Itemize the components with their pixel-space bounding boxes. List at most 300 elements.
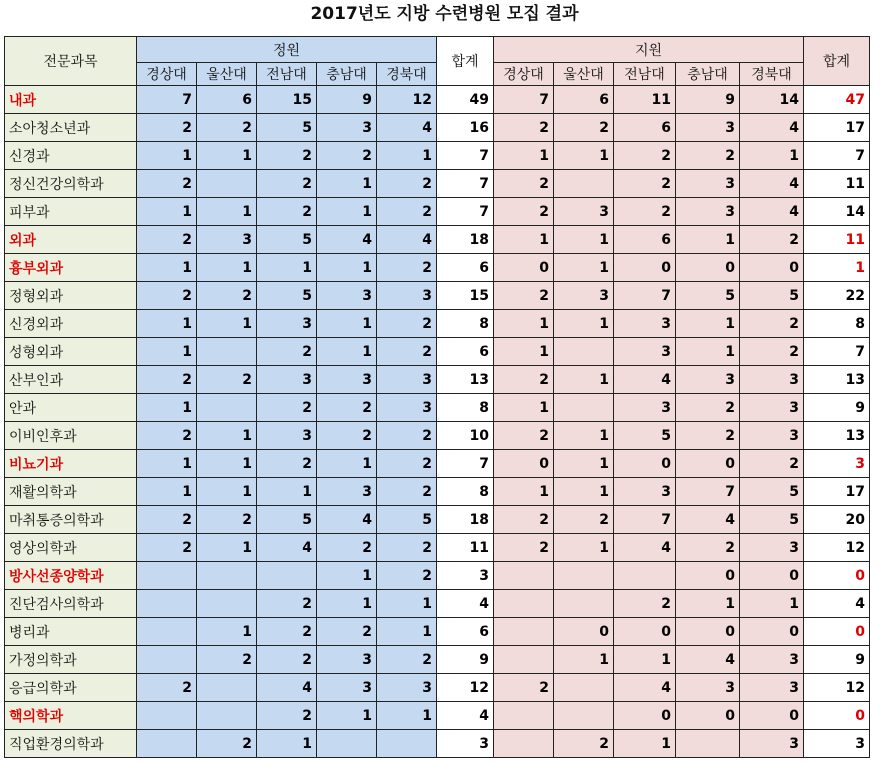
applicant-total-cell: 3 <box>804 450 870 478</box>
applicant-cell: 1 <box>554 450 614 478</box>
quota-total-cell: 11 <box>437 534 494 562</box>
quota-cell: 2 <box>137 170 197 198</box>
quota-cell: 1 <box>317 310 377 338</box>
quota-cell <box>317 730 377 758</box>
applicant-cell: 0 <box>614 702 676 730</box>
quota-cell: 2 <box>377 646 437 674</box>
dept-name-cell: 병리과 <box>5 618 137 646</box>
applicant-cell: 6 <box>614 114 676 142</box>
applicant-cell: 7 <box>614 506 676 534</box>
applicant-cell: 1 <box>554 534 614 562</box>
table-row <box>5 170 870 198</box>
applicant-total-cell: 8 <box>804 310 870 338</box>
quota-cell: 7 <box>137 86 197 114</box>
dept-name-cell: 영상의학과 <box>5 534 137 562</box>
applicant-cell: 3 <box>740 646 804 674</box>
quota-total-cell: 49 <box>437 86 494 114</box>
applicant-total-cell: 3 <box>804 730 870 758</box>
applicant-cell: 2 <box>614 142 676 170</box>
applicant-cell: 1 <box>554 646 614 674</box>
applicant-cell: 1 <box>494 142 554 170</box>
table-row <box>5 226 870 254</box>
applicant-cell: 0 <box>614 450 676 478</box>
quota-cell: 9 <box>317 86 377 114</box>
applicant-cell: 5 <box>740 478 804 506</box>
dept-name-cell: 마취통증의학과 <box>5 506 137 534</box>
header-applicant-hospital: 경북대 <box>740 63 804 86</box>
applicant-cell <box>494 646 554 674</box>
quota-cell: 2 <box>257 394 317 422</box>
dept-name-cell: 신경외과 <box>5 310 137 338</box>
header-quota-total: 합계 <box>437 37 494 86</box>
applicant-total-cell: 7 <box>804 142 870 170</box>
quota-cell: 3 <box>317 478 377 506</box>
applicant-cell: 3 <box>676 170 740 198</box>
applicant-total-cell: 1 <box>804 254 870 282</box>
quota-cell: 4 <box>257 534 317 562</box>
quota-cell: 2 <box>257 142 317 170</box>
table-row <box>5 394 870 422</box>
applicant-cell: 4 <box>740 198 804 226</box>
quota-cell: 2 <box>137 114 197 142</box>
quota-cell <box>137 590 197 618</box>
quota-cell: 4 <box>317 226 377 254</box>
dept-name-cell: 방사선종양학과 <box>5 562 137 590</box>
quota-cell: 1 <box>377 702 437 730</box>
applicant-total-cell: 0 <box>804 562 870 590</box>
applicant-cell: 1 <box>554 254 614 282</box>
applicant-total-cell: 12 <box>804 674 870 702</box>
applicant-cell: 2 <box>494 534 554 562</box>
applicant-cell <box>494 590 554 618</box>
applicant-cell: 1 <box>614 646 676 674</box>
quota-cell <box>197 170 257 198</box>
applicant-cell: 4 <box>614 534 676 562</box>
quota-cell: 2 <box>197 366 257 394</box>
applicant-total-cell: 4 <box>804 590 870 618</box>
quota-cell: 1 <box>317 702 377 730</box>
table-row <box>5 86 870 114</box>
applicant-cell <box>554 394 614 422</box>
quota-total-cell: 16 <box>437 114 494 142</box>
header-quota-hospital: 전남대 <box>257 63 317 86</box>
quota-cell: 1 <box>197 478 257 506</box>
applicant-cell: 0 <box>676 702 740 730</box>
applicant-cell: 2 <box>740 450 804 478</box>
quota-total-cell: 4 <box>437 702 494 730</box>
applicant-cell <box>494 730 554 758</box>
quota-cell: 2 <box>137 226 197 254</box>
applicant-cell: 4 <box>676 506 740 534</box>
dept-name-cell: 성형외과 <box>5 338 137 366</box>
applicant-cell: 5 <box>614 422 676 450</box>
quota-cell: 2 <box>317 142 377 170</box>
quota-cell: 4 <box>377 114 437 142</box>
quota-total-cell: 6 <box>437 254 494 282</box>
applicant-cell: 4 <box>740 170 804 198</box>
applicant-cell: 2 <box>676 142 740 170</box>
applicant-cell: 3 <box>740 730 804 758</box>
dept-name-cell: 안과 <box>5 394 137 422</box>
header-quota-hospital: 충남대 <box>317 63 377 86</box>
quota-cell: 2 <box>377 170 437 198</box>
quota-cell: 1 <box>197 618 257 646</box>
table-body <box>5 86 870 758</box>
applicant-cell: 1 <box>494 338 554 366</box>
quota-cell <box>137 646 197 674</box>
table-row <box>5 506 870 534</box>
applicant-cell: 0 <box>614 254 676 282</box>
quota-total-cell: 6 <box>437 338 494 366</box>
table-row <box>5 310 870 338</box>
quota-cell: 2 <box>377 534 437 562</box>
applicant-cell: 3 <box>676 674 740 702</box>
quota-cell: 2 <box>257 702 317 730</box>
quota-cell: 1 <box>317 562 377 590</box>
results-table-container <box>4 36 870 758</box>
quota-cell: 2 <box>137 366 197 394</box>
applicant-cell: 2 <box>740 310 804 338</box>
table-row <box>5 534 870 562</box>
quota-total-cell: 7 <box>437 450 494 478</box>
table-row <box>5 562 870 590</box>
applicant-cell: 1 <box>740 590 804 618</box>
dept-name-cell: 핵의학과 <box>5 702 137 730</box>
quota-cell: 5 <box>377 506 437 534</box>
quota-cell: 4 <box>317 506 377 534</box>
applicant-cell: 5 <box>740 282 804 310</box>
applicant-cell: 3 <box>676 114 740 142</box>
applicant-cell: 6 <box>554 86 614 114</box>
quota-cell: 2 <box>317 422 377 450</box>
quota-total-cell: 9 <box>437 646 494 674</box>
dept-name-cell: 외과 <box>5 226 137 254</box>
quota-cell <box>137 562 197 590</box>
quota-cell <box>137 702 197 730</box>
table-row <box>5 422 870 450</box>
quota-cell: 1 <box>377 590 437 618</box>
results-table <box>4 36 870 758</box>
applicant-cell: 2 <box>494 506 554 534</box>
applicant-total-cell: 13 <box>804 366 870 394</box>
applicant-cell: 5 <box>676 282 740 310</box>
quota-cell: 2 <box>257 618 317 646</box>
quota-cell: 3 <box>377 366 437 394</box>
quota-cell: 2 <box>377 422 437 450</box>
quota-cell <box>377 730 437 758</box>
applicant-cell: 3 <box>614 338 676 366</box>
quota-cell: 2 <box>257 170 317 198</box>
applicant-cell: 1 <box>676 590 740 618</box>
quota-cell <box>197 394 257 422</box>
quota-total-cell: 15 <box>437 282 494 310</box>
header-quota: 정원 <box>137 37 437 63</box>
applicant-cell <box>554 338 614 366</box>
quota-cell: 1 <box>197 254 257 282</box>
applicant-cell: 2 <box>554 114 614 142</box>
applicant-cell: 1 <box>676 310 740 338</box>
applicant-cell: 3 <box>740 366 804 394</box>
applicant-cell: 3 <box>740 394 804 422</box>
applicant-cell: 7 <box>494 86 554 114</box>
applicant-total-cell: 47 <box>804 86 870 114</box>
applicant-total-cell: 11 <box>804 170 870 198</box>
dept-name-cell: 내과 <box>5 86 137 114</box>
header-quota-hospital: 울산대 <box>197 63 257 86</box>
table-row <box>5 730 870 758</box>
header-quota-hospital: 경상대 <box>137 63 197 86</box>
quota-cell: 1 <box>317 338 377 366</box>
applicant-cell: 2 <box>494 114 554 142</box>
quota-cell: 3 <box>197 226 257 254</box>
quota-cell: 3 <box>377 674 437 702</box>
quota-cell: 1 <box>257 478 317 506</box>
quota-cell <box>197 338 257 366</box>
dept-name-cell: 비뇨기과 <box>5 450 137 478</box>
applicant-total-cell: 11 <box>804 226 870 254</box>
applicant-cell: 4 <box>740 114 804 142</box>
applicant-cell: 2 <box>494 170 554 198</box>
dept-name-cell: 재활의학과 <box>5 478 137 506</box>
quota-cell: 6 <box>197 86 257 114</box>
applicant-cell: 11 <box>614 86 676 114</box>
applicant-cell: 0 <box>494 450 554 478</box>
quota-total-cell: 3 <box>437 730 494 758</box>
applicant-cell: 5 <box>740 506 804 534</box>
applicant-total-cell: 9 <box>804 394 870 422</box>
quota-cell: 1 <box>197 142 257 170</box>
applicant-cell <box>554 590 614 618</box>
quota-cell: 2 <box>377 338 437 366</box>
applicant-cell <box>676 730 740 758</box>
table-row <box>5 282 870 310</box>
quota-cell: 2 <box>137 422 197 450</box>
applicant-cell: 0 <box>614 618 676 646</box>
quota-cell: 2 <box>257 338 317 366</box>
quota-cell: 2 <box>137 534 197 562</box>
quota-cell: 1 <box>317 198 377 226</box>
applicant-cell <box>554 562 614 590</box>
table-row <box>5 646 870 674</box>
table-row <box>5 702 870 730</box>
quota-cell: 2 <box>377 562 437 590</box>
applicant-total-cell: 17 <box>804 478 870 506</box>
quota-total-cell: 18 <box>437 506 494 534</box>
applicant-cell: 1 <box>554 226 614 254</box>
quota-cell: 3 <box>257 366 317 394</box>
applicant-cell: 0 <box>554 618 614 646</box>
applicant-total-cell: 20 <box>804 506 870 534</box>
quota-cell: 12 <box>377 86 437 114</box>
applicant-cell <box>494 562 554 590</box>
applicant-cell: 3 <box>676 198 740 226</box>
applicant-cell: 0 <box>740 254 804 282</box>
table-row <box>5 674 870 702</box>
applicant-cell: 1 <box>494 394 554 422</box>
quota-cell <box>257 562 317 590</box>
quota-cell <box>197 702 257 730</box>
header-dept: 전문과목 <box>5 37 137 86</box>
applicant-cell: 1 <box>554 142 614 170</box>
dept-name-cell: 이비인후과 <box>5 422 137 450</box>
quota-cell: 1 <box>137 142 197 170</box>
applicant-cell: 1 <box>740 142 804 170</box>
quota-cell: 1 <box>137 310 197 338</box>
dept-name-cell: 산부인과 <box>5 366 137 394</box>
quota-cell: 3 <box>317 366 377 394</box>
quota-cell: 5 <box>257 282 317 310</box>
quota-cell <box>137 618 197 646</box>
quota-total-cell: 7 <box>437 142 494 170</box>
applicant-cell <box>494 618 554 646</box>
quota-cell: 2 <box>257 590 317 618</box>
applicant-cell: 0 <box>676 450 740 478</box>
quota-cell: 1 <box>197 534 257 562</box>
quota-total-cell: 7 <box>437 198 494 226</box>
quota-cell: 3 <box>257 422 317 450</box>
quota-cell: 2 <box>377 450 437 478</box>
quota-cell: 3 <box>377 282 437 310</box>
dept-name-cell: 정형외과 <box>5 282 137 310</box>
applicant-cell: 1 <box>554 478 614 506</box>
applicant-cell: 0 <box>740 702 804 730</box>
dept-name-cell: 소아청소년과 <box>5 114 137 142</box>
quota-cell: 2 <box>317 618 377 646</box>
applicant-total-cell: 12 <box>804 534 870 562</box>
applicant-cell: 1 <box>494 310 554 338</box>
applicant-total-cell: 14 <box>804 198 870 226</box>
quota-total-cell: 6 <box>437 618 494 646</box>
header-applicant-total: 합계 <box>804 37 870 86</box>
applicant-cell <box>554 674 614 702</box>
quota-cell: 5 <box>257 226 317 254</box>
quota-cell: 2 <box>377 310 437 338</box>
applicant-cell: 2 <box>494 422 554 450</box>
quota-total-cell: 13 <box>437 366 494 394</box>
applicant-cell: 3 <box>740 534 804 562</box>
quota-cell: 2 <box>197 114 257 142</box>
applicant-cell: 14 <box>740 86 804 114</box>
applicant-cell: 2 <box>676 422 740 450</box>
applicant-cell: 1 <box>494 226 554 254</box>
quota-cell: 2 <box>257 198 317 226</box>
quota-cell <box>197 562 257 590</box>
applicant-cell <box>554 702 614 730</box>
header-applicant-hospital: 경상대 <box>494 63 554 86</box>
header-applicant-hospital: 충남대 <box>676 63 740 86</box>
quota-cell: 4 <box>377 226 437 254</box>
quota-cell: 1 <box>197 422 257 450</box>
applicant-total-cell: 0 <box>804 702 870 730</box>
dept-name-cell: 흉부외과 <box>5 254 137 282</box>
applicant-cell: 3 <box>740 674 804 702</box>
table-row <box>5 590 870 618</box>
applicant-cell: 3 <box>554 198 614 226</box>
applicant-cell: 2 <box>676 394 740 422</box>
applicant-cell: 0 <box>676 618 740 646</box>
table-row <box>5 114 870 142</box>
applicant-cell: 4 <box>614 674 676 702</box>
quota-cell <box>197 674 257 702</box>
applicant-cell: 9 <box>676 86 740 114</box>
quota-cell: 1 <box>197 198 257 226</box>
quota-cell: 3 <box>317 674 377 702</box>
table-row <box>5 478 870 506</box>
dept-name-cell: 응급의학과 <box>5 674 137 702</box>
applicant-cell: 2 <box>614 590 676 618</box>
applicant-cell: 3 <box>554 282 614 310</box>
dept-name-cell: 진단검사의학과 <box>5 590 137 618</box>
applicant-cell: 7 <box>614 282 676 310</box>
quota-cell: 2 <box>137 506 197 534</box>
quota-total-cell: 8 <box>437 310 494 338</box>
quota-cell <box>137 730 197 758</box>
quota-cell: 1 <box>137 478 197 506</box>
quota-cell: 2 <box>377 198 437 226</box>
quota-cell: 15 <box>257 86 317 114</box>
applicant-cell: 1 <box>676 338 740 366</box>
quota-cell: 2 <box>197 506 257 534</box>
applicant-cell: 3 <box>676 366 740 394</box>
quota-cell: 1 <box>137 338 197 366</box>
quota-cell: 2 <box>137 674 197 702</box>
dept-name-cell: 신경과 <box>5 142 137 170</box>
quota-cell: 1 <box>197 450 257 478</box>
dept-name-cell: 가정의학과 <box>5 646 137 674</box>
applicant-cell <box>494 702 554 730</box>
quota-cell: 1 <box>137 450 197 478</box>
quota-cell: 5 <box>257 506 317 534</box>
applicant-cell: 2 <box>614 170 676 198</box>
quota-total-cell: 8 <box>437 394 494 422</box>
applicant-cell: 1 <box>676 226 740 254</box>
applicant-cell: 3 <box>614 310 676 338</box>
applicant-cell: 3 <box>614 478 676 506</box>
quota-cell: 3 <box>377 394 437 422</box>
quota-cell: 2 <box>257 450 317 478</box>
applicant-cell: 3 <box>614 394 676 422</box>
applicant-cell: 3 <box>740 422 804 450</box>
quota-cell <box>197 590 257 618</box>
applicant-total-cell: 17 <box>804 114 870 142</box>
applicant-cell: 2 <box>494 366 554 394</box>
table-row <box>5 450 870 478</box>
quota-cell: 1 <box>257 730 317 758</box>
quota-cell: 2 <box>257 646 317 674</box>
applicant-cell: 1 <box>494 478 554 506</box>
header-applicants: 지원 <box>494 37 804 63</box>
applicant-cell: 6 <box>614 226 676 254</box>
applicant-cell: 2 <box>740 226 804 254</box>
table-row <box>5 254 870 282</box>
applicant-cell: 2 <box>554 730 614 758</box>
quota-cell: 3 <box>317 282 377 310</box>
applicant-cell: 4 <box>676 646 740 674</box>
applicant-cell: 2 <box>676 534 740 562</box>
applicant-total-cell: 22 <box>804 282 870 310</box>
dept-name-cell: 정신건강의학과 <box>5 170 137 198</box>
page-title: 2017년도 지방 수련병원 모집 결과 <box>310 4 579 24</box>
quota-total-cell: 4 <box>437 590 494 618</box>
quota-cell: 4 <box>257 674 317 702</box>
table-row <box>5 618 870 646</box>
quota-cell: 1 <box>317 254 377 282</box>
applicant-total-cell: 7 <box>804 338 870 366</box>
quota-total-cell: 8 <box>437 478 494 506</box>
quota-total-cell: 12 <box>437 674 494 702</box>
quota-cell: 1 <box>137 254 197 282</box>
applicant-cell: 2 <box>614 198 676 226</box>
